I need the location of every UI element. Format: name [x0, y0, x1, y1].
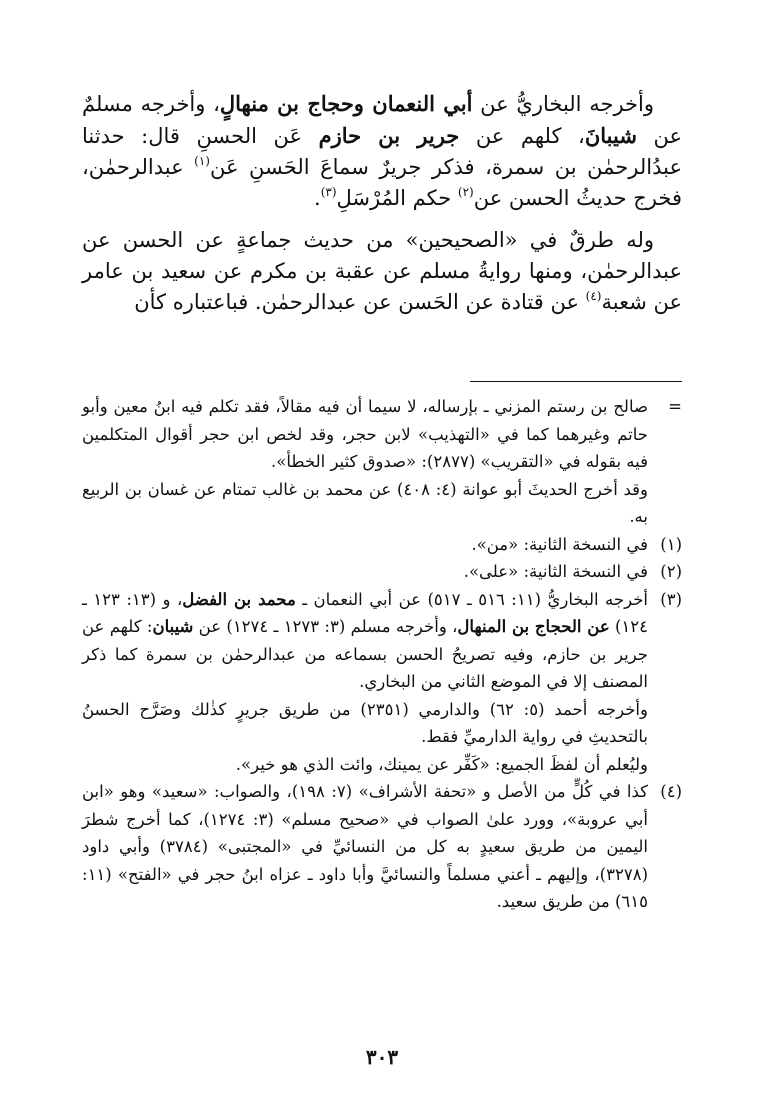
- footnote-ref-1: (١): [194, 154, 210, 168]
- footnote-mark: (٢): [660, 562, 682, 581]
- footnote-continuation: [82, 393, 682, 531]
- footnote-body: [82, 778, 648, 916]
- book-page: [82, 0, 682, 1112]
- footnote-body: [82, 586, 648, 779]
- footnote-3: [82, 586, 682, 779]
- footnote-paragraph: وأخرجه أحمد (٥: ٦٢) والدارمي (٢٣٥١) من طريق جريرٍ كذٰلك وصَرَّح الحسنُ بالتحديثِ في رواية الدارميِّ فقط.: [82, 699, 648, 746]
- footnote-paragraph: صالح بن رستم المزني ـ بإرساله، لا سيما أن فيه مقالاً، فقد تكلم فيه ابنُ معين وأبو حاتم وغيرهما كما في «التهذيب» لابن حجر، وقد لخص ابن حجر أقوال المتكلمين فيه بقوله في «التقريب» (٢٨٧٧): «صدوق كثير الخطأ».: [82, 397, 648, 471]
- text-run: أخرجه البخاريُّ (١١: ٥١٦ ـ ٥١٧) عن أبي النعمان ـ: [295, 589, 648, 609]
- bold-name: عن الحجاج بن المنهال: [457, 617, 610, 636]
- footnote-body: [82, 558, 648, 586]
- text-run: عَن الحسنِ قال: حدثنا عبدُالرحمٰن بن سمرة، فذكر جريرٌ سماعَ الحَسنِ عَن: [82, 124, 682, 179]
- text-run: .: [314, 186, 321, 210]
- footnote-paragraph: في النسخة الثانية: «من».: [471, 534, 648, 554]
- paragraph-2: [82, 225, 682, 318]
- footnote-ref-3: (٣): [320, 185, 337, 199]
- bold-name: محمد بن الفضل: [182, 589, 296, 609]
- footnote-paragraph: في النسخة الثانية: «على».: [463, 562, 648, 581]
- footnote-paragraph: وليُعلم أن لفظَ الجميع: «كَفِّر عن يمينك، وائت الذي هو خير».: [235, 754, 648, 774]
- text-run: ، كلهم عن: [459, 124, 585, 148]
- footnote-4: [82, 778, 682, 916]
- text-run: ، وأخرجه مسلم (٣: ١٢٧٣ ـ ١٢٧٤) عن: [193, 617, 458, 636]
- text-run: عن قتادة عن الحَسن عن عبدالرحمٰن. فباعتباره كأن: [134, 290, 586, 314]
- text-run: ، وأخرجه مسلمٌ عن: [82, 92, 682, 148]
- footnote-separator: [470, 381, 682, 382]
- bold-name: شيبانَ: [584, 123, 637, 148]
- footnote-paragraph: كذا في كُلٍّ من الأصل و «تحفة الأشراف» (٧: ١٩٨)، والصواب: «سعيد» وهو «ابن أبي عروبة»، وورد علىٰ الصواب في «صحيح مسلم» (٣: ١٢٧٤)، كما أخرج شطرَ اليمين من طريق سعيدٍ به كل من النسائيِّ في «المجتبى» (٣٧٨٤) وأبي داود (٣٢٧٨)، وإليهم ـ أعني مسلماً والنسائيَّ وأبا داود ـ عزاه ابنُ حجر في «الفتح» (١١: ٦١٥) من طريق سعيد.: [82, 782, 648, 911]
- text-run: وله طرقٌ في «الصحيحين» من حديث جماعةٍ عن الحسن عن عبدالرحمٰن، ومنها روايةُ مسلم عن عقبة بن مكرم عن سعيد بن عامر عن شعبة: [82, 228, 682, 314]
- paragraph-1: [82, 88, 682, 214]
- footnote-paragraph: وقد أخرج الحديثَ أبو عوانة (٤: ٤٠٨) عن محمد بن غالب تمتام عن غسان بن الربيع به.: [82, 479, 649, 526]
- text-run: ، و (١٣: ١٢٣ ـ ١٢٤): [82, 589, 648, 636]
- bold-name: جرير بن حازم: [318, 123, 460, 148]
- bold-name: شيبان: [152, 617, 194, 636]
- bold-name: أبي النعمان وحجاج بن منهالٍ: [219, 91, 473, 116]
- footnote-mark: (٣): [660, 589, 682, 609]
- footnote-1: [82, 531, 682, 559]
- footnote-mark: (١): [660, 534, 682, 554]
- footnote-ref-2: (٢): [457, 185, 474, 199]
- footnote-2: [82, 558, 682, 586]
- footnote-body: [82, 393, 648, 531]
- footnote-body: [82, 531, 648, 559]
- page-number: ٣٠٣: [365, 1045, 399, 1069]
- text-run: وأخرجه البخاريُّ عن: [472, 92, 654, 116]
- footnotes: [82, 393, 682, 916]
- text-run: حكم المُرْسَلِ: [336, 186, 458, 210]
- footnote-ref-4: (٤): [585, 289, 602, 303]
- footnote-mark: =: [668, 397, 682, 416]
- text-run: عبدالرحمٰن، فخرج حديثُ الحسن عن: [82, 155, 682, 210]
- text-run: : كلهم عن جرير بن حازم، وفيه تصريحُ الحسن بسماعه من عبدالرحمٰن بن سمرة كما ذكر المصنف إلا في الموضع الثاني من البخاري.: [82, 617, 648, 691]
- footnote-mark: (٤): [660, 782, 682, 801]
- main-text: [82, 88, 682, 318]
- footnote-paragraph: [82, 586, 648, 696]
